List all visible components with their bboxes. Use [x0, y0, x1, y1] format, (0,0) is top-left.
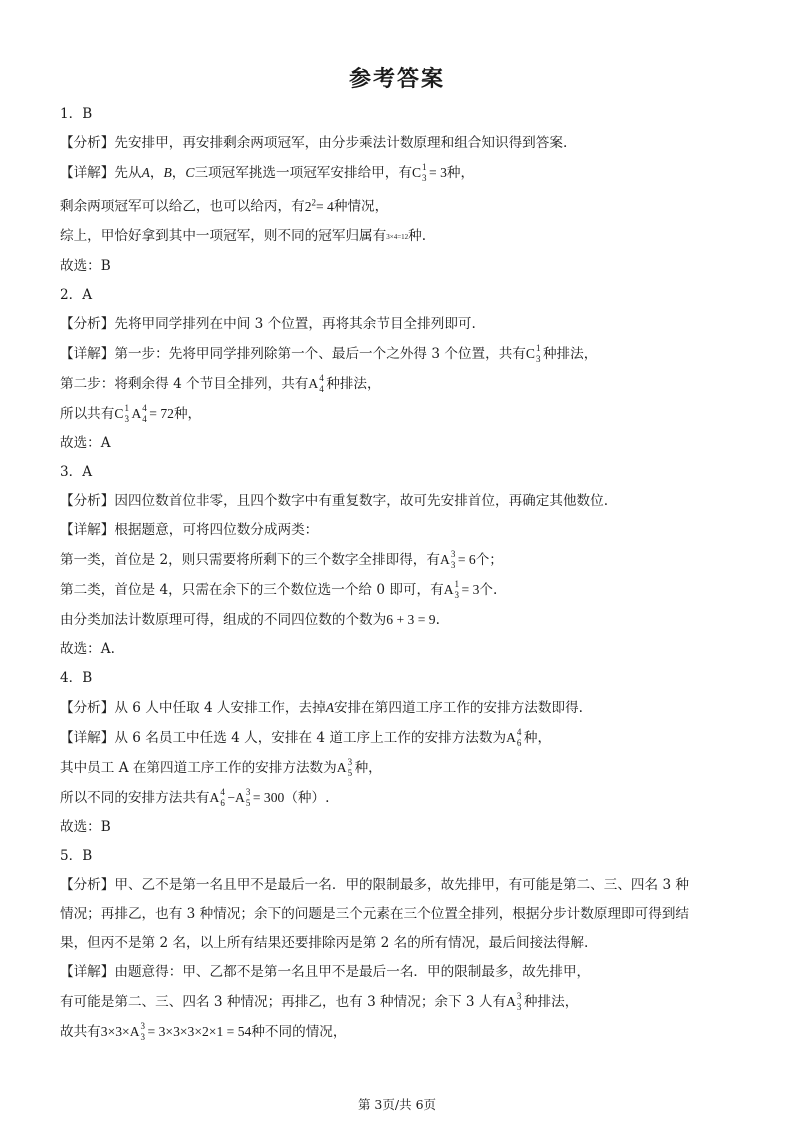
- q4-analysis: 【分析】从 6 人中任取 4 人安排工作，去掉A安排在第四道工序工作的安排方法数即得.: [60, 699, 584, 716]
- q5-number: 5．B: [60, 847, 93, 864]
- q4-detail-line2: 其中员工 A 在第四道工序工作的安排方法数为A 3 5 种，: [60, 756, 382, 778]
- q2-detail-line1: 【详解】第一步：先将甲同学排列除第一个、最后一个之外得 3 个位置，共有C 1 3 种排法，: [60, 342, 598, 364]
- q5-detail-line3: 故共有3×3×A 3 3 = 3×3×3×2×1 = 54种不同的情况，: [60, 1020, 347, 1042]
- q3-detail-line2: 第一类，首位是 2，则只需要将所剩下的三个数字全排即得，有A 3 3 = 6个；: [60, 548, 503, 570]
- q1-number: 1．B: [60, 106, 93, 122]
- q2-number: 2．A: [60, 286, 93, 303]
- q1-analysis: 【分析】先安排甲，再安排剩余两项冠军，由分步乘法计数原理和组合知识得到答案.: [60, 135, 568, 151]
- q4-number: 4．B: [60, 669, 93, 686]
- q1-choice: 故选：B: [60, 257, 111, 274]
- q4-choice: 故选：B: [60, 818, 111, 835]
- combination-formula: C 1 3 = 3: [411, 162, 447, 183]
- q1-detail-line1: 【详解】先从A，B，C三项冠军挑选一项冠军安排给甲，有C 1 3 = 3种，: [60, 162, 475, 183]
- q2-detail-line3: 所以共有C 1 3 A 4 4 = 72种，: [60, 402, 202, 424]
- q5-analysis-line3: 果，但丙不是第 2 名，以上所有结果还要排除丙是第 2 名的所有情况，最后间接法得解.: [60, 934, 589, 951]
- q3-choice: 故选：A.: [60, 640, 115, 657]
- q5-detail-line1: 【详解】由题意得：甲、乙都不是第一名且甲不是最后一名．甲的限制最多，故先排甲，: [60, 963, 591, 980]
- q4-detail-line3: 所以不同的安排方法共有A 4 6 −A 3 5 = 300（种）.: [60, 786, 330, 808]
- page-title: 参考答案: [348, 67, 445, 92]
- q5-analysis-line1: 【分析】甲、乙不是第一名且甲不是最后一名．甲的限制最多，故先排甲，有可能是第二、三、四名 3 种: [60, 876, 690, 893]
- q3-number: 3．A: [60, 463, 93, 480]
- q2-choice: 故选：A: [60, 434, 111, 451]
- answer-content: [60, 104, 740, 1040]
- page-footer: 第 3页/共 6页: [357, 1097, 437, 1112]
- q3-analysis: 【分析】因四位数首位非零，且四个数字中有重复数字，故可先安排首位，再确定其他数位.: [60, 492, 609, 509]
- q4-detail-line1: 【详解】从 6 名员工中任选 4 人，安排在 4 道工序上工作的安排方法数为A 4 6 种，: [60, 726, 552, 748]
- q1-detail-line3: 综上，甲恰好拿到其中一项冠军，则不同的冠军归属有3×4=12种.: [60, 227, 427, 244]
- q5-detail-line2: 有可能是第二、三、四名 3 种情况；再排乙，也有 3 种情况；余下 3 人有A 3 3 种排法，: [60, 990, 579, 1012]
- q3-detail-line3: 第二类，首位是 4，只需在余下的三个数位选一个给 0 即可，有A 1 3 = 3个.: [60, 578, 498, 600]
- q5-analysis-line2: 情况；再排乙，也有 3 种情况；余下的问题是三个元素在三个位置全排列，根据分步计数原理即可得到结: [60, 905, 690, 922]
- q2-detail-line2: 第二步：将剩余得 4 个节目全排列，共有A 4 4 种排法，: [60, 372, 381, 394]
- q3-detail-line4: 由分类加法计数原理可得，组成的不同四位数的个数为6 + 3 = 9.: [60, 611, 440, 628]
- q3-detail: 【详解】根据题意，可将四位数分成两类：: [60, 521, 319, 538]
- q1-detail-line2: 剩余两项冠军可以给乙，也可以给丙，有$2^2= 4$种情况，: [60, 197, 389, 215]
- q2-analysis: 【分析】先将甲同学排列在中间 3 个位置，再将其余节目全排列即可.: [60, 315, 476, 332]
